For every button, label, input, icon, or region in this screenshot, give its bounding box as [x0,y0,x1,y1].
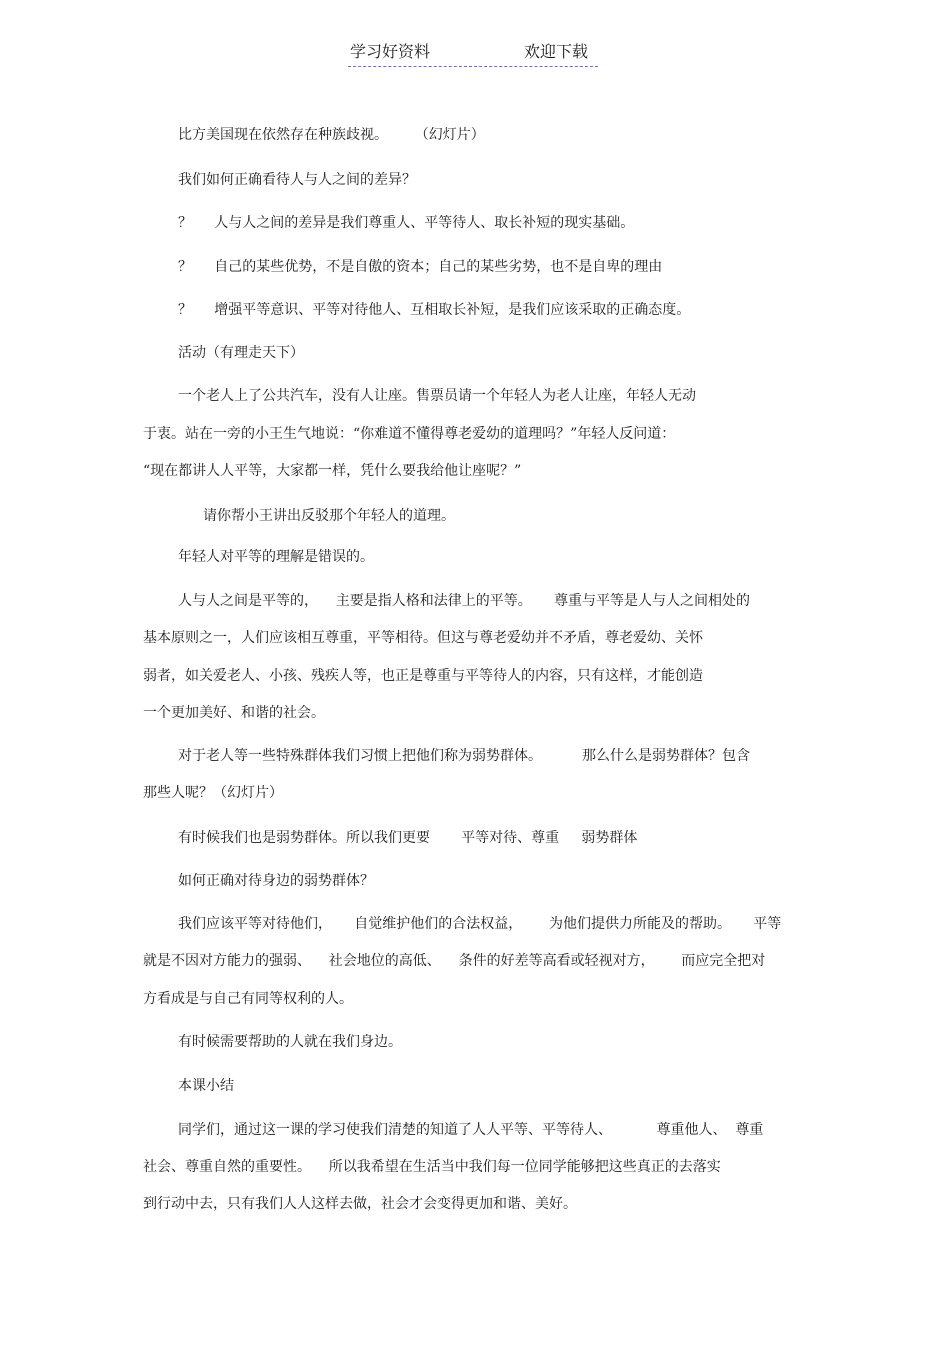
bullet-line: ？ 自己的某些优势，不是自傲的资本；自己的某些劣势，也不是自卑的理由 [178,259,663,275]
page-header [348,42,598,67]
text-line: 就是不因对方能力的强弱、 社会地位的高低、 条件的好差等高看或轻视对方， 而应完全把对 [143,953,766,969]
text-line: 我们如何正确看待人与人之间的差异？ [178,172,416,188]
text-line: 有时候需要帮助的人就在我们身边。 [178,1034,402,1050]
text-line: “现在都讲人人平等，大家都一样，凭什么要我给他让座呢？” [143,463,522,479]
text-line: 社会、尊重自然的重要性。 所以我希望在生活当中我们每一位同学能够把这些真正的去落实 [143,1159,721,1175]
text-line: 请你帮小王讲出反驳那个年轻人的道理。 [203,508,455,524]
text-line: 那些人呢？（幻灯片） [143,785,283,801]
text-line: 比方美国现在依然存在种族歧视。 （幻灯片） [178,127,485,143]
text-line: 我们应该平等对待他们， 自觉维护他们的合法权益， 为他们提供力所能及的帮助。 平等 [178,916,782,932]
text-line: 弱者，如关爱老人、小孩、残疾人等，也正是尊重与平等待人的内容，只有这样，才能创造 [143,668,703,684]
text-line: 同学们，通过这一课的学习使我们清楚的知道了人人平等、平等待人、 尊重他人、 尊重 [178,1122,764,1138]
text-line: 对于老人等一些特殊群体我们习惯上把他们称为弱势群体。 那么什么是弱势群体？包含 [178,748,751,764]
text-line: 方看成是与自己有同等权利的人。 [143,991,353,1007]
text-line: 一个更加美好、和谐的社会。 [143,705,325,721]
text-line: 一个老人上了公共汽车，没有人让座。售票员请一个年轻人为老人让座，年轻人无动 [178,388,696,404]
text-line: 年轻人对平等的理解是错误的。 [178,549,374,565]
section-heading: 本课小结 [178,1078,234,1094]
header-right-text: 欢迎下载 [524,42,589,61]
section-heading: 活动（有理走天下） [178,345,304,361]
text-line: 于衷。站在一旁的小王生气地说：“你难道不懂得尊老爱幼的道理吗？”年轻人反问道： [143,426,676,442]
header-left-text: 学习好资料 [350,42,431,61]
bullet-line: ？ 增强平等意识、平等对待他人、互相取长补短，是我们应该采取的正确态度。 [178,302,691,318]
section-heading: 如何正确对待身边的弱势群体？ [178,873,374,889]
text-line: 有时候我们也是弱势群体。所以我们更要 平等对待、尊重 弱势群体 [178,830,638,846]
text-line: 人与人之间是平等的， 主要是指人格和法律上的平等。 尊重与平等是人与人之间相处的 [178,593,751,609]
bullet-line: ？ 人与人之间的差异是我们尊重人、平等待人、取长补短的现实基础。 [178,215,635,231]
text-line: 基本原则之一，人们应该相互尊重，平等相待。但这与尊老爱幼并不矛盾，尊老爱幼、关怀 [143,630,703,646]
text-line: 到行动中去，只有我们人人这样去做，社会才会变得更加和谐、美好。 [143,1196,577,1212]
